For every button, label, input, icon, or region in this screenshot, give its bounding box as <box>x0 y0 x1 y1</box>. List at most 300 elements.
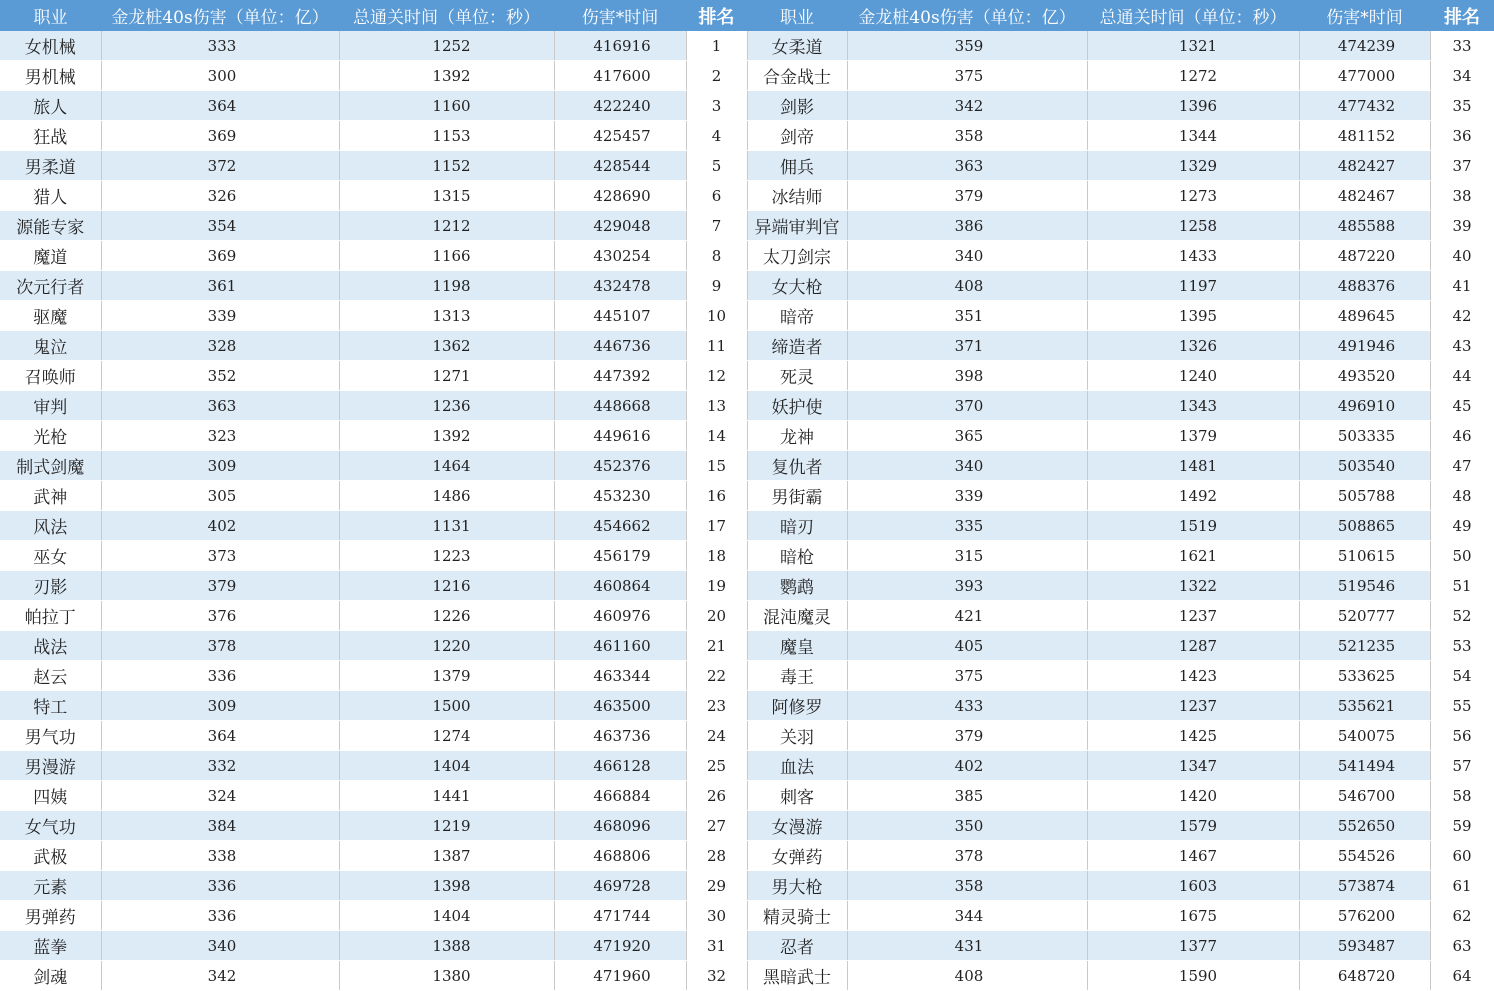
cell-time-right[interactable]: 1377 <box>1087 931 1299 961</box>
cell-rank-left[interactable]: 9 <box>686 271 747 301</box>
cell-damage-right[interactable]: 351 <box>847 301 1087 331</box>
cell-class-left[interactable]: 男弹药 <box>0 901 101 931</box>
cell-class-left[interactable]: 鬼泣 <box>0 331 101 361</box>
cell-time-left[interactable]: 1362 <box>339 331 554 361</box>
cell-damage-right[interactable]: 393 <box>847 571 1087 601</box>
cell-product-right[interactable]: 573874 <box>1299 871 1430 901</box>
cell-time-left[interactable]: 1392 <box>339 61 554 91</box>
cell-rank-right[interactable]: 43 <box>1430 331 1494 361</box>
cell-class-right[interactable]: 黑暗武士 <box>747 961 847 991</box>
header-class-left[interactable]: 职业 <box>0 0 101 31</box>
cell-rank-left[interactable]: 25 <box>686 751 747 781</box>
cell-rank-left[interactable]: 21 <box>686 631 747 661</box>
cell-rank-left[interactable]: 17 <box>686 511 747 541</box>
cell-product-left[interactable]: 463344 <box>554 661 686 691</box>
cell-time-right[interactable]: 1420 <box>1087 781 1299 811</box>
cell-time-left[interactable]: 1236 <box>339 391 554 421</box>
cell-class-right[interactable]: 异端审判官 <box>747 211 847 241</box>
cell-damage-right[interactable]: 378 <box>847 841 1087 871</box>
cell-rank-left[interactable]: 16 <box>686 481 747 511</box>
header-class-right[interactable]: 职业 <box>747 0 847 31</box>
cell-class-left[interactable]: 武极 <box>0 841 101 871</box>
cell-class-right[interactable]: 佣兵 <box>747 151 847 181</box>
cell-class-right[interactable]: 死灵 <box>747 361 847 391</box>
cell-damage-left[interactable]: 305 <box>101 481 339 511</box>
cell-time-right[interactable]: 1343 <box>1087 391 1299 421</box>
cell-time-left[interactable]: 1216 <box>339 571 554 601</box>
cell-damage-right[interactable]: 379 <box>847 721 1087 751</box>
cell-product-left[interactable]: 446736 <box>554 331 686 361</box>
cell-rank-left[interactable]: 24 <box>686 721 747 751</box>
cell-rank-right[interactable]: 41 <box>1430 271 1494 301</box>
cell-rank-right[interactable]: 36 <box>1430 121 1494 151</box>
cell-class-left[interactable]: 刃影 <box>0 571 101 601</box>
cell-rank-right[interactable]: 54 <box>1430 661 1494 691</box>
cell-time-right[interactable]: 1237 <box>1087 691 1299 721</box>
cell-class-left[interactable]: 巫女 <box>0 541 101 571</box>
cell-damage-left[interactable]: 339 <box>101 301 339 331</box>
cell-damage-left[interactable]: 369 <box>101 241 339 271</box>
cell-class-right[interactable]: 魔皇 <box>747 631 847 661</box>
cell-rank-left[interactable]: 7 <box>686 211 747 241</box>
cell-time-left[interactable]: 1160 <box>339 91 554 121</box>
cell-damage-left[interactable]: 332 <box>101 751 339 781</box>
cell-damage-left[interactable]: 336 <box>101 901 339 931</box>
cell-class-right[interactable]: 暗枪 <box>747 541 847 571</box>
header-damage-right[interactable]: 金龙桩40s伤害（单位：亿） <box>847 0 1087 31</box>
header-rank-right[interactable]: 排名 <box>1430 0 1494 31</box>
cell-time-right[interactable]: 1329 <box>1087 151 1299 181</box>
cell-class-left[interactable]: 武神 <box>0 481 101 511</box>
cell-rank-left[interactable]: 29 <box>686 871 747 901</box>
cell-rank-right[interactable]: 38 <box>1430 181 1494 211</box>
cell-damage-right[interactable]: 405 <box>847 631 1087 661</box>
cell-class-right[interactable]: 关羽 <box>747 721 847 751</box>
cell-class-right[interactable]: 冰结师 <box>747 181 847 211</box>
cell-rank-left[interactable]: 3 <box>686 91 747 121</box>
cell-damage-left[interactable]: 336 <box>101 661 339 691</box>
cell-rank-right[interactable]: 35 <box>1430 91 1494 121</box>
cell-damage-left[interactable]: 340 <box>101 931 339 961</box>
cell-damage-left[interactable]: 361 <box>101 271 339 301</box>
cell-time-left[interactable]: 1404 <box>339 751 554 781</box>
cell-time-left[interactable]: 1500 <box>339 691 554 721</box>
cell-time-right[interactable]: 1322 <box>1087 571 1299 601</box>
cell-product-right[interactable]: 488376 <box>1299 271 1430 301</box>
cell-rank-left[interactable]: 11 <box>686 331 747 361</box>
cell-time-left[interactable]: 1486 <box>339 481 554 511</box>
cell-product-left[interactable]: 432478 <box>554 271 686 301</box>
cell-time-right[interactable]: 1287 <box>1087 631 1299 661</box>
cell-rank-right[interactable]: 61 <box>1430 871 1494 901</box>
cell-class-left[interactable]: 召唤师 <box>0 361 101 391</box>
cell-time-left[interactable]: 1152 <box>339 151 554 181</box>
cell-product-right[interactable]: 576200 <box>1299 901 1430 931</box>
cell-rank-left[interactable]: 20 <box>686 601 747 631</box>
cell-time-right[interactable]: 1197 <box>1087 271 1299 301</box>
cell-class-right[interactable]: 女漫游 <box>747 811 847 841</box>
cell-rank-left[interactable]: 18 <box>686 541 747 571</box>
cell-time-left[interactable]: 1388 <box>339 931 554 961</box>
cell-time-right[interactable]: 1321 <box>1087 31 1299 61</box>
cell-time-right[interactable]: 1272 <box>1087 61 1299 91</box>
cell-rank-right[interactable]: 58 <box>1430 781 1494 811</box>
cell-rank-right[interactable]: 47 <box>1430 451 1494 481</box>
cell-damage-right[interactable]: 340 <box>847 451 1087 481</box>
cell-product-right[interactable]: 482427 <box>1299 151 1430 181</box>
cell-rank-right[interactable]: 39 <box>1430 211 1494 241</box>
cell-class-left[interactable]: 特工 <box>0 691 101 721</box>
cell-time-right[interactable]: 1237 <box>1087 601 1299 631</box>
cell-class-left[interactable]: 女机械 <box>0 31 101 61</box>
cell-class-left[interactable]: 男柔道 <box>0 151 101 181</box>
cell-class-left[interactable]: 驱魔 <box>0 301 101 331</box>
cell-class-left[interactable]: 剑魂 <box>0 961 101 991</box>
cell-rank-right[interactable]: 59 <box>1430 811 1494 841</box>
cell-product-left[interactable]: 460976 <box>554 601 686 631</box>
cell-product-right[interactable]: 477432 <box>1299 91 1430 121</box>
cell-damage-right[interactable]: 350 <box>847 811 1087 841</box>
cell-time-left[interactable]: 1313 <box>339 301 554 331</box>
cell-damage-right[interactable]: 421 <box>847 601 1087 631</box>
cell-class-right[interactable]: 阿修罗 <box>747 691 847 721</box>
cell-damage-left[interactable]: 342 <box>101 961 339 991</box>
cell-product-right[interactable]: 505788 <box>1299 481 1430 511</box>
cell-product-right[interactable]: 593487 <box>1299 931 1430 961</box>
cell-product-right[interactable]: 648720 <box>1299 961 1430 991</box>
cell-time-right[interactable]: 1579 <box>1087 811 1299 841</box>
cell-product-left[interactable]: 417600 <box>554 61 686 91</box>
cell-product-right[interactable]: 477000 <box>1299 61 1430 91</box>
cell-product-left[interactable]: 428690 <box>554 181 686 211</box>
cell-product-right[interactable]: 510615 <box>1299 541 1430 571</box>
cell-time-right[interactable]: 1425 <box>1087 721 1299 751</box>
cell-product-right[interactable]: 503540 <box>1299 451 1430 481</box>
cell-time-left[interactable]: 1274 <box>339 721 554 751</box>
cell-class-right[interactable]: 精灵骑士 <box>747 901 847 931</box>
cell-class-right[interactable]: 男大枪 <box>747 871 847 901</box>
cell-product-right[interactable]: 487220 <box>1299 241 1430 271</box>
cell-rank-left[interactable]: 10 <box>686 301 747 331</box>
cell-rank-right[interactable]: 42 <box>1430 301 1494 331</box>
cell-rank-right[interactable]: 62 <box>1430 901 1494 931</box>
cell-rank-left[interactable]: 19 <box>686 571 747 601</box>
cell-rank-left[interactable]: 5 <box>686 151 747 181</box>
cell-class-left[interactable]: 魔道 <box>0 241 101 271</box>
cell-class-right[interactable]: 刺客 <box>747 781 847 811</box>
cell-class-left[interactable]: 女气功 <box>0 811 101 841</box>
cell-product-left[interactable]: 422240 <box>554 91 686 121</box>
cell-rank-left[interactable]: 15 <box>686 451 747 481</box>
cell-rank-left[interactable]: 27 <box>686 811 747 841</box>
header-product-left[interactable]: 伤害*时间 <box>554 0 686 31</box>
cell-class-left[interactable]: 赵云 <box>0 661 101 691</box>
cell-time-right[interactable]: 1326 <box>1087 331 1299 361</box>
cell-product-left[interactable]: 460864 <box>554 571 686 601</box>
cell-damage-right[interactable]: 379 <box>847 181 1087 211</box>
cell-damage-right[interactable]: 408 <box>847 961 1087 991</box>
cell-time-left[interactable]: 1219 <box>339 811 554 841</box>
cell-rank-right[interactable]: 34 <box>1430 61 1494 91</box>
cell-damage-left[interactable]: 372 <box>101 151 339 181</box>
cell-time-right[interactable]: 1675 <box>1087 901 1299 931</box>
cell-damage-left[interactable]: 336 <box>101 871 339 901</box>
cell-product-left[interactable]: 425457 <box>554 121 686 151</box>
cell-class-right[interactable]: 鹦鹉 <box>747 571 847 601</box>
cell-damage-left[interactable]: 402 <box>101 511 339 541</box>
cell-class-right[interactable]: 男街霸 <box>747 481 847 511</box>
cell-rank-right[interactable]: 53 <box>1430 631 1494 661</box>
cell-time-left[interactable]: 1404 <box>339 901 554 931</box>
cell-time-right[interactable]: 1396 <box>1087 91 1299 121</box>
cell-class-right[interactable]: 剑影 <box>747 91 847 121</box>
cell-product-left[interactable]: 452376 <box>554 451 686 481</box>
cell-time-left[interactable]: 1153 <box>339 121 554 151</box>
cell-damage-left[interactable]: 326 <box>101 181 339 211</box>
cell-product-right[interactable]: 508865 <box>1299 511 1430 541</box>
cell-rank-left[interactable]: 23 <box>686 691 747 721</box>
cell-rank-right[interactable]: 63 <box>1430 931 1494 961</box>
cell-damage-left[interactable]: 373 <box>101 541 339 571</box>
cell-product-left[interactable]: 454662 <box>554 511 686 541</box>
cell-product-right[interactable]: 482467 <box>1299 181 1430 211</box>
cell-class-right[interactable]: 暗帝 <box>747 301 847 331</box>
cell-damage-left[interactable]: 364 <box>101 721 339 751</box>
cell-damage-right[interactable]: 335 <box>847 511 1087 541</box>
cell-rank-right[interactable]: 51 <box>1430 571 1494 601</box>
cell-product-right[interactable]: 541494 <box>1299 751 1430 781</box>
cell-time-left[interactable]: 1398 <box>339 871 554 901</box>
cell-class-left[interactable]: 源能专家 <box>0 211 101 241</box>
cell-product-right[interactable]: 496910 <box>1299 391 1430 421</box>
cell-damage-left[interactable]: 364 <box>101 91 339 121</box>
cell-class-right[interactable]: 剑帝 <box>747 121 847 151</box>
cell-time-left[interactable]: 1223 <box>339 541 554 571</box>
cell-damage-left[interactable]: 378 <box>101 631 339 661</box>
cell-product-left[interactable]: 416916 <box>554 31 686 61</box>
cell-rank-right[interactable]: 40 <box>1430 241 1494 271</box>
cell-time-right[interactable]: 1258 <box>1087 211 1299 241</box>
cell-rank-left[interactable]: 13 <box>686 391 747 421</box>
cell-time-right[interactable]: 1273 <box>1087 181 1299 211</box>
cell-damage-left[interactable]: 328 <box>101 331 339 361</box>
cell-product-right[interactable]: 521235 <box>1299 631 1430 661</box>
cell-class-left[interactable]: 制式剑魔 <box>0 451 101 481</box>
cell-damage-right[interactable]: 363 <box>847 151 1087 181</box>
cell-product-left[interactable]: 468096 <box>554 811 686 841</box>
cell-damage-right[interactable]: 342 <box>847 91 1087 121</box>
cell-class-right[interactable]: 复仇者 <box>747 451 847 481</box>
cell-damage-right[interactable]: 365 <box>847 421 1087 451</box>
cell-product-right[interactable]: 519546 <box>1299 571 1430 601</box>
cell-damage-right[interactable]: 386 <box>847 211 1087 241</box>
cell-class-right[interactable]: 女柔道 <box>747 31 847 61</box>
cell-rank-left[interactable]: 22 <box>686 661 747 691</box>
cell-class-right[interactable]: 暗刃 <box>747 511 847 541</box>
cell-product-left[interactable]: 461160 <box>554 631 686 661</box>
cell-class-right[interactable]: 女大枪 <box>747 271 847 301</box>
cell-product-right[interactable]: 493520 <box>1299 361 1430 391</box>
cell-class-left[interactable]: 帕拉丁 <box>0 601 101 631</box>
cell-class-right[interactable]: 毒王 <box>747 661 847 691</box>
cell-class-left[interactable]: 蓝拳 <box>0 931 101 961</box>
cell-product-left[interactable]: 456179 <box>554 541 686 571</box>
cell-rank-left[interactable]: 31 <box>686 931 747 961</box>
cell-damage-right[interactable]: 370 <box>847 391 1087 421</box>
cell-class-right[interactable]: 太刀剑宗 <box>747 241 847 271</box>
cell-damage-right[interactable]: 398 <box>847 361 1087 391</box>
cell-rank-right[interactable]: 49 <box>1430 511 1494 541</box>
cell-damage-right[interactable]: 344 <box>847 901 1087 931</box>
cell-time-right[interactable]: 1590 <box>1087 961 1299 991</box>
cell-rank-right[interactable]: 52 <box>1430 601 1494 631</box>
cell-damage-right[interactable]: 340 <box>847 241 1087 271</box>
cell-product-right[interactable]: 546700 <box>1299 781 1430 811</box>
header-rank-left[interactable]: 排名 <box>686 0 747 31</box>
cell-damage-left[interactable]: 323 <box>101 421 339 451</box>
cell-product-right[interactable]: 533625 <box>1299 661 1430 691</box>
cell-damage-right[interactable]: 375 <box>847 661 1087 691</box>
cell-damage-right[interactable]: 431 <box>847 931 1087 961</box>
cell-rank-right[interactable]: 37 <box>1430 151 1494 181</box>
cell-product-left[interactable]: 447392 <box>554 361 686 391</box>
cell-product-left[interactable]: 445107 <box>554 301 686 331</box>
cell-product-right[interactable]: 485588 <box>1299 211 1430 241</box>
cell-time-left[interactable]: 1387 <box>339 841 554 871</box>
cell-damage-left[interactable]: 333 <box>101 31 339 61</box>
cell-class-right[interactable]: 血法 <box>747 751 847 781</box>
cell-class-left[interactable]: 男漫游 <box>0 751 101 781</box>
cell-time-left[interactable]: 1252 <box>339 31 554 61</box>
cell-damage-left[interactable]: 338 <box>101 841 339 871</box>
cell-rank-left[interactable]: 8 <box>686 241 747 271</box>
cell-product-left[interactable]: 449616 <box>554 421 686 451</box>
cell-time-left[interactable]: 1212 <box>339 211 554 241</box>
cell-class-left[interactable]: 旅人 <box>0 91 101 121</box>
cell-class-right[interactable]: 女弹药 <box>747 841 847 871</box>
cell-rank-left[interactable]: 28 <box>686 841 747 871</box>
header-time-right[interactable]: 总通关时间（单位：秒） <box>1087 0 1299 31</box>
cell-damage-right[interactable]: 358 <box>847 121 1087 151</box>
cell-product-right[interactable]: 552650 <box>1299 811 1430 841</box>
cell-time-left[interactable]: 1198 <box>339 271 554 301</box>
cell-time-right[interactable]: 1621 <box>1087 541 1299 571</box>
cell-damage-left[interactable]: 354 <box>101 211 339 241</box>
header-product-right[interactable]: 伤害*时间 <box>1299 0 1430 31</box>
cell-rank-right[interactable]: 33 <box>1430 31 1494 61</box>
cell-class-left[interactable]: 战法 <box>0 631 101 661</box>
cell-product-right[interactable]: 540075 <box>1299 721 1430 751</box>
cell-rank-left[interactable]: 14 <box>686 421 747 451</box>
cell-damage-right[interactable]: 408 <box>847 271 1087 301</box>
cell-rank-right[interactable]: 56 <box>1430 721 1494 751</box>
cell-class-left[interactable]: 男机械 <box>0 61 101 91</box>
cell-product-left[interactable]: 471744 <box>554 901 686 931</box>
cell-rank-right[interactable]: 45 <box>1430 391 1494 421</box>
cell-class-left[interactable]: 光枪 <box>0 421 101 451</box>
cell-class-right[interactable]: 混沌魔灵 <box>747 601 847 631</box>
cell-product-left[interactable]: 466128 <box>554 751 686 781</box>
cell-time-left[interactable]: 1271 <box>339 361 554 391</box>
cell-rank-right[interactable]: 48 <box>1430 481 1494 511</box>
cell-rank-left[interactable]: 4 <box>686 121 747 151</box>
cell-time-left[interactable]: 1380 <box>339 961 554 991</box>
cell-product-right[interactable]: 554526 <box>1299 841 1430 871</box>
cell-time-right[interactable]: 1395 <box>1087 301 1299 331</box>
cell-time-right[interactable]: 1433 <box>1087 241 1299 271</box>
cell-product-left[interactable]: 469728 <box>554 871 686 901</box>
cell-time-right[interactable]: 1467 <box>1087 841 1299 871</box>
cell-product-right[interactable]: 520777 <box>1299 601 1430 631</box>
cell-time-right[interactable]: 1492 <box>1087 481 1299 511</box>
cell-product-left[interactable]: 471960 <box>554 961 686 991</box>
cell-damage-left[interactable]: 309 <box>101 691 339 721</box>
cell-product-left[interactable]: 463500 <box>554 691 686 721</box>
cell-product-left[interactable]: 428544 <box>554 151 686 181</box>
cell-damage-left[interactable]: 379 <box>101 571 339 601</box>
cell-time-left[interactable]: 1226 <box>339 601 554 631</box>
cell-product-right[interactable]: 474239 <box>1299 31 1430 61</box>
cell-damage-left[interactable]: 384 <box>101 811 339 841</box>
cell-product-right[interactable]: 535621 <box>1299 691 1430 721</box>
cell-time-right[interactable]: 1603 <box>1087 871 1299 901</box>
cell-class-left[interactable]: 狂战 <box>0 121 101 151</box>
cell-product-left[interactable]: 430254 <box>554 241 686 271</box>
cell-damage-left[interactable]: 363 <box>101 391 339 421</box>
cell-class-left[interactable]: 猎人 <box>0 181 101 211</box>
cell-rank-right[interactable]: 60 <box>1430 841 1494 871</box>
cell-time-right[interactable]: 1379 <box>1087 421 1299 451</box>
cell-product-left[interactable]: 468806 <box>554 841 686 871</box>
cell-product-right[interactable]: 491946 <box>1299 331 1430 361</box>
cell-product-left[interactable]: 471920 <box>554 931 686 961</box>
cell-time-left[interactable]: 1379 <box>339 661 554 691</box>
cell-rank-left[interactable]: 12 <box>686 361 747 391</box>
cell-time-right[interactable]: 1519 <box>1087 511 1299 541</box>
cell-damage-right[interactable]: 315 <box>847 541 1087 571</box>
cell-damage-left[interactable]: 376 <box>101 601 339 631</box>
cell-time-right[interactable]: 1481 <box>1087 451 1299 481</box>
cell-class-left[interactable]: 审判 <box>0 391 101 421</box>
cell-damage-left[interactable]: 324 <box>101 781 339 811</box>
cell-class-right[interactable]: 忍者 <box>747 931 847 961</box>
cell-damage-left[interactable]: 300 <box>101 61 339 91</box>
cell-class-left[interactable]: 四姨 <box>0 781 101 811</box>
cell-rank-right[interactable]: 64 <box>1430 961 1494 991</box>
cell-class-left[interactable]: 元素 <box>0 871 101 901</box>
cell-rank-left[interactable]: 2 <box>686 61 747 91</box>
cell-rank-left[interactable]: 26 <box>686 781 747 811</box>
cell-time-left[interactable]: 1166 <box>339 241 554 271</box>
cell-damage-right[interactable]: 358 <box>847 871 1087 901</box>
cell-rank-right[interactable]: 44 <box>1430 361 1494 391</box>
cell-time-left[interactable]: 1392 <box>339 421 554 451</box>
cell-product-left[interactable]: 448668 <box>554 391 686 421</box>
cell-time-right[interactable]: 1344 <box>1087 121 1299 151</box>
cell-time-left[interactable]: 1315 <box>339 181 554 211</box>
cell-rank-left[interactable]: 30 <box>686 901 747 931</box>
cell-time-right[interactable]: 1347 <box>1087 751 1299 781</box>
cell-damage-right[interactable]: 339 <box>847 481 1087 511</box>
cell-product-left[interactable]: 463736 <box>554 721 686 751</box>
cell-time-left[interactable]: 1220 <box>339 631 554 661</box>
cell-rank-right[interactable]: 46 <box>1430 421 1494 451</box>
cell-product-right[interactable]: 503335 <box>1299 421 1430 451</box>
cell-rank-left[interactable]: 32 <box>686 961 747 991</box>
cell-class-right[interactable]: 缔造者 <box>747 331 847 361</box>
cell-damage-left[interactable]: 369 <box>101 121 339 151</box>
cell-damage-right[interactable]: 433 <box>847 691 1087 721</box>
